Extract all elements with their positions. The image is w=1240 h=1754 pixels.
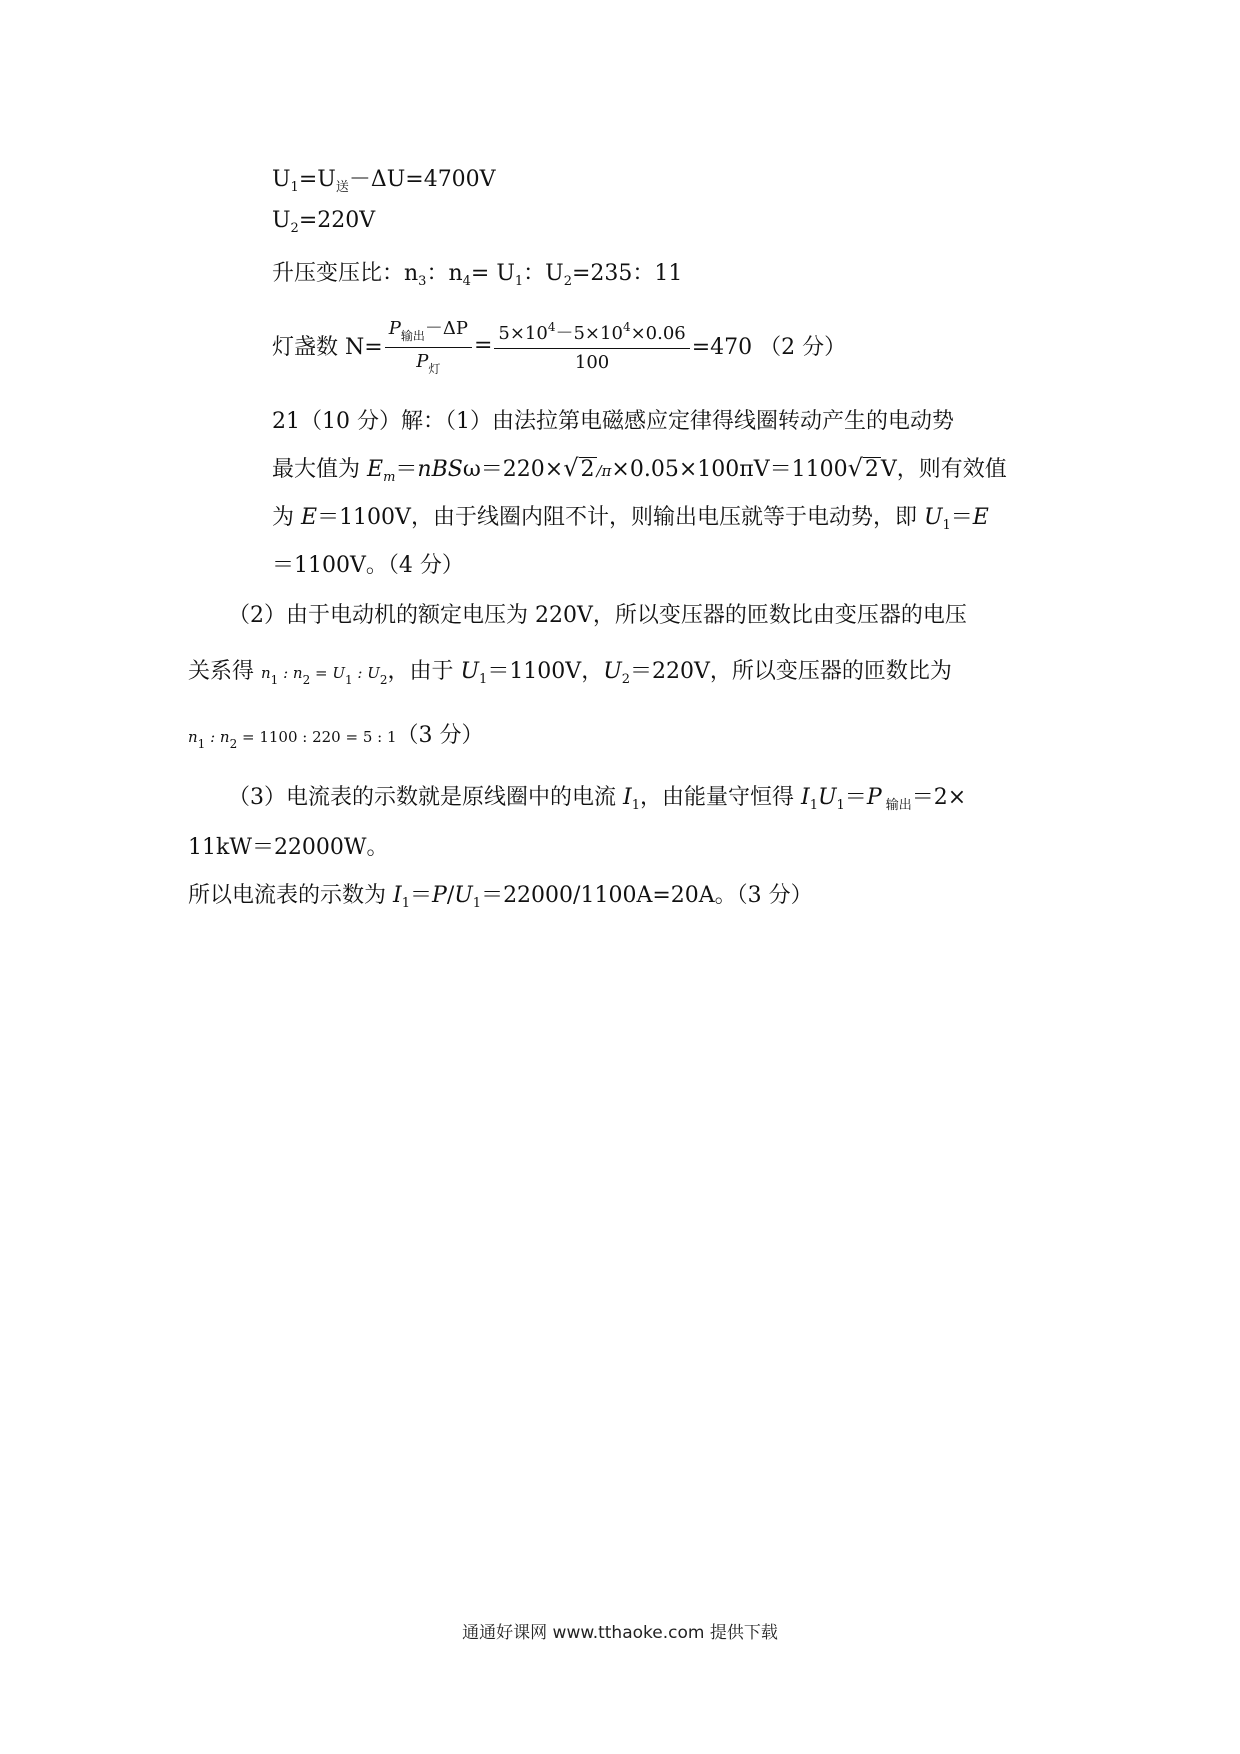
q2-line2: 关系得 $n_1$ : $n_2 = U_1$ : $U_2$，由于 $U_1=1100V$，$U_2=220V$，所以变压器的匝数比为 — [188, 659, 952, 687]
q3-line3: 所以电流表的示数为 $I_1=P/U_1=22000/1100A=20A$。（3 分） — [188, 883, 813, 911]
lamp-count-formula: 灯盏数 N= $\frac{P_{输出}-\Delta P}{P_灯}$ = $\frac{5\times 10^4-5\times 10^4\times 0.06}{100}$ =470 （2 分） — [272, 314, 846, 377]
equation-u2: $U_2=220V$ — [272, 208, 376, 236]
q3-line2: 11kW＝22000W。 — [188, 835, 389, 860]
q21-line4: ＝1100V。（4 分） — [272, 553, 464, 578]
q3-line1: （3）电流表的示数就是原线圈中的电流 $I_1$，由能量守恒得 $I_1U_1=P$ $_{输出}$＝2× — [228, 785, 967, 813]
q21-line3: 为 E＝1100V，由于线圈内阻不计，则输出电压就等于电动势，即 $U_1=E$ — [272, 505, 989, 533]
sqrt-symbol: √ — [563, 454, 579, 482]
q2-line1: （2）由于电动机的额定电压为 220V，所以变压器的匝数比由变压器的电压 — [228, 603, 967, 628]
sqrt-symbol: √ — [847, 454, 863, 482]
page-footer: 通通好课网 www.tthaoke.com 提供下载 — [462, 1623, 778, 1643]
fraction-numeric: $\frac{5\times 10^4-5\times 10^4\times 0.06}{100}$ — [494, 319, 689, 373]
fraction-power: $\frac{P_{输出}-\Delta P}{P_灯}$ — [385, 314, 472, 377]
q2-line3: $n_1$ : $n_2 = 1100$ : 220 = 5 : 1（3 分） — [188, 723, 484, 751]
q21-line2: 最大值为 $E_m=nBS\omega=220\times√2$ /π×0.05×100πV＝1100√2V，则有效值 — [272, 454, 1007, 485]
q21-line1: 21（10 分）解：（1）由法拉第电磁感应定律得线圈转动产生的电动势 — [272, 409, 954, 434]
step-up-ratio: 升压变压比：$n_3$：$n_4= U_1$：$U_2=235$：11 — [272, 261, 683, 289]
equation-u1: $U_1=U_送-\Delta U=4700V$ — [272, 167, 496, 195]
